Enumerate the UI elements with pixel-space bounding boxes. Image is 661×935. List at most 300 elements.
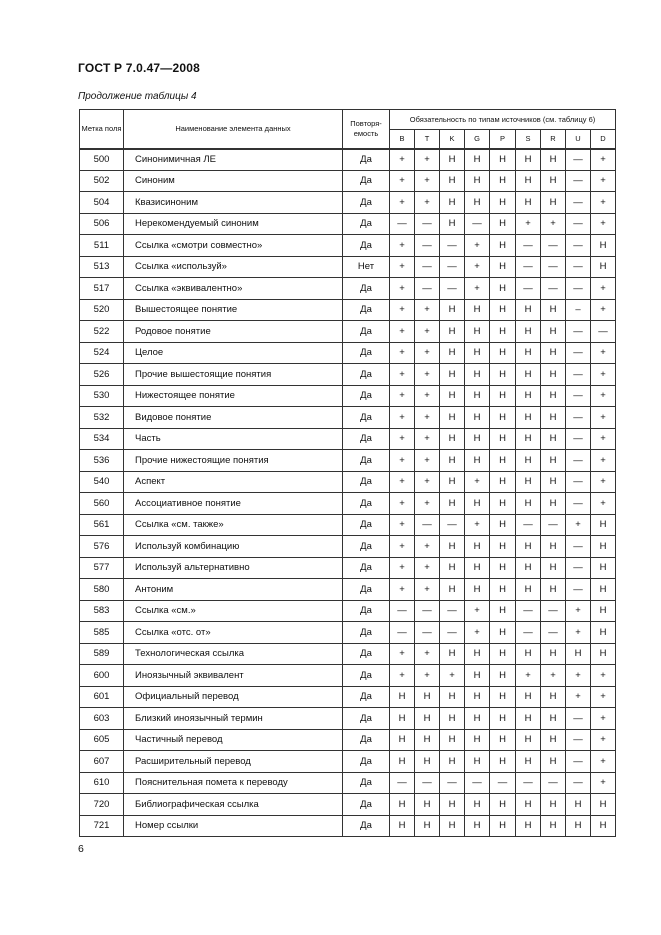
obligation-cell: Н — [465, 665, 490, 687]
obligation-cell: Н — [490, 686, 516, 708]
obligation-cell: Н — [541, 407, 566, 429]
obligation-cell: + — [591, 471, 616, 493]
field-tag-cell: 589 — [80, 643, 124, 665]
obligation-cell: — — [541, 622, 566, 644]
obligation-cell: + — [415, 643, 440, 665]
obligation-cell: + — [465, 256, 490, 278]
obligation-cell: Н — [465, 192, 490, 214]
field-tag-cell: 585 — [80, 622, 124, 644]
obligation-cell: — — [465, 772, 490, 794]
obligation-cell: — — [566, 149, 591, 171]
repeatability-cell: Да — [343, 622, 390, 644]
obligation-cell: — — [440, 256, 465, 278]
repeatability-cell: Да — [343, 600, 390, 622]
header-source-type: B — [390, 130, 415, 149]
obligation-cell: Н — [490, 428, 516, 450]
obligation-cell: + — [390, 643, 415, 665]
obligation-cell: Н — [490, 665, 516, 687]
obligation-cell: Н — [566, 794, 591, 816]
obligation-cell: Н — [440, 729, 465, 751]
table-row — [80, 729, 616, 751]
obligation-cell: Н — [516, 557, 541, 579]
obligation-cell: Н — [390, 794, 415, 816]
obligation-cell: — — [566, 772, 591, 794]
obligation-cell: Н — [490, 622, 516, 644]
header-name: Наименование элемента данных — [124, 110, 343, 149]
obligation-cell: Н — [440, 450, 465, 472]
obligation-cell: + — [390, 321, 415, 343]
obligation-cell: – — [566, 299, 591, 321]
repeatability-cell: Да — [343, 772, 390, 794]
obligation-cell: — — [541, 772, 566, 794]
field-tag-cell: 534 — [80, 428, 124, 450]
obligation-cell: Н — [516, 321, 541, 343]
obligation-cell: — — [516, 278, 541, 300]
repeatability-cell: Да — [343, 278, 390, 300]
header-repeatability: Повторя-емость — [343, 110, 390, 149]
obligation-cell: + — [415, 665, 440, 687]
obligation-cell: Н — [490, 192, 516, 214]
obligation-cell: + — [591, 170, 616, 192]
obligation-cell: + — [566, 686, 591, 708]
obligation-cell: — — [591, 321, 616, 343]
obligation-cell: Н — [415, 751, 440, 773]
obligation-cell: + — [465, 514, 490, 536]
obligation-cell: Н — [440, 213, 465, 235]
obligation-cell: Н — [440, 364, 465, 386]
table-row — [80, 751, 616, 773]
obligation-cell: + — [390, 256, 415, 278]
obligation-cell: + — [390, 407, 415, 429]
obligation-cell: + — [390, 493, 415, 515]
obligation-cell: + — [415, 192, 440, 214]
obligation-cell: + — [541, 665, 566, 687]
obligation-cell: — — [566, 321, 591, 343]
repeatability-cell: Да — [343, 235, 390, 257]
field-tag-cell: 601 — [80, 686, 124, 708]
obligation-cell: + — [591, 428, 616, 450]
obligation-cell: Н — [440, 299, 465, 321]
obligation-cell: Н — [415, 794, 440, 816]
obligation-cell: Н — [516, 708, 541, 730]
obligation-cell: + — [390, 364, 415, 386]
obligation-cell: Н — [516, 407, 541, 429]
table-continuation-caption: Продолжение таблицы 4 — [78, 91, 197, 102]
obligation-cell: Н — [465, 428, 490, 450]
obligation-cell: Н — [516, 192, 541, 214]
obligation-cell: + — [516, 213, 541, 235]
obligation-cell: Н — [465, 643, 490, 665]
obligation-cell: — — [390, 622, 415, 644]
obligation-cell: — — [566, 407, 591, 429]
field-tag-cell: 524 — [80, 342, 124, 364]
element-name-cell: Близкий иноязычный термин — [124, 708, 343, 730]
obligation-cell: Н — [516, 471, 541, 493]
element-name-cell: Ссылка «см.» — [124, 600, 343, 622]
table-row — [80, 385, 616, 407]
field-tag-cell: 561 — [80, 514, 124, 536]
table-row — [80, 622, 616, 644]
obligation-cell: + — [415, 493, 440, 515]
table-row — [80, 579, 616, 601]
obligation-cell: Н — [490, 213, 516, 235]
obligation-cell: Н — [490, 342, 516, 364]
obligation-cell: Н — [591, 643, 616, 665]
table-row — [80, 450, 616, 472]
repeatability-cell: Да — [343, 708, 390, 730]
table-row — [80, 643, 616, 665]
obligation-cell: Н — [516, 493, 541, 515]
obligation-cell: Н — [541, 751, 566, 773]
obligation-cell: Н — [541, 493, 566, 515]
field-tag-cell: 720 — [80, 794, 124, 816]
repeatability-cell: Да — [343, 450, 390, 472]
element-name-cell: Используй комбинацию — [124, 536, 343, 558]
obligation-cell: Н — [591, 579, 616, 601]
obligation-cell: — — [440, 514, 465, 536]
obligation-cell: — — [541, 514, 566, 536]
obligation-cell: Н — [591, 536, 616, 558]
obligation-cell: Н — [516, 170, 541, 192]
obligation-cell: + — [465, 471, 490, 493]
repeatability-cell: Да — [343, 579, 390, 601]
repeatability-cell: Да — [343, 299, 390, 321]
obligation-cell: + — [415, 579, 440, 601]
table-row — [80, 686, 616, 708]
table-row — [80, 299, 616, 321]
obligation-cell: + — [390, 450, 415, 472]
obligation-cell: — — [440, 278, 465, 300]
obligation-cell: — — [566, 450, 591, 472]
obligation-cell: Н — [440, 536, 465, 558]
field-tag-cell: 607 — [80, 751, 124, 773]
element-name-cell: Ассоциативное понятие — [124, 493, 343, 515]
element-name-cell: Аспект — [124, 471, 343, 493]
obligation-cell: + — [390, 299, 415, 321]
obligation-cell: Н — [490, 407, 516, 429]
obligation-cell: Н — [541, 536, 566, 558]
obligation-cell: + — [591, 751, 616, 773]
element-name-cell: Целое — [124, 342, 343, 364]
obligation-cell: Н — [541, 579, 566, 601]
obligation-cell: Н — [541, 557, 566, 579]
obligation-cell: + — [390, 278, 415, 300]
obligation-cell: — — [541, 235, 566, 257]
obligation-cell: + — [390, 665, 415, 687]
obligation-cell: — — [566, 536, 591, 558]
obligation-cell: Н — [541, 815, 566, 837]
table-row — [80, 514, 616, 536]
obligation-cell: + — [415, 407, 440, 429]
repeatability-cell: Да — [343, 170, 390, 192]
obligation-cell: + — [390, 579, 415, 601]
obligation-cell: Н — [415, 729, 440, 751]
header-source-type: T — [415, 130, 440, 149]
obligation-cell: + — [415, 299, 440, 321]
obligation-cell: Н — [465, 321, 490, 343]
obligation-cell: Н — [490, 493, 516, 515]
obligation-cell: Н — [440, 815, 465, 837]
repeatability-cell: Да — [343, 471, 390, 493]
table-row — [80, 794, 616, 816]
repeatability-cell: Да — [343, 364, 390, 386]
obligation-cell: Н — [440, 385, 465, 407]
repeatability-cell: Да — [343, 493, 390, 515]
obligation-cell: Н — [516, 364, 541, 386]
obligation-cell: Н — [591, 815, 616, 837]
obligation-cell: — — [566, 729, 591, 751]
field-tag-cell: 530 — [80, 385, 124, 407]
obligation-cell: Н — [490, 751, 516, 773]
obligation-cell: — — [566, 708, 591, 730]
obligation-cell: Н — [440, 471, 465, 493]
obligation-cell: + — [591, 342, 616, 364]
element-name-cell: Синоним — [124, 170, 343, 192]
field-tag-cell: 532 — [80, 407, 124, 429]
obligation-cell: Н — [490, 794, 516, 816]
obligation-cell: Н — [440, 686, 465, 708]
obligation-cell: — — [440, 622, 465, 644]
table-row — [80, 278, 616, 300]
obligation-cell: — — [566, 235, 591, 257]
obligation-cell: Н — [465, 385, 490, 407]
obligation-cell: + — [415, 450, 440, 472]
obligation-cell: Н — [541, 299, 566, 321]
obligation-cell: + — [390, 385, 415, 407]
obligation-cell: Н — [516, 751, 541, 773]
obligation-cell: Н — [440, 579, 465, 601]
header-obligation: Обязательность по типам источников (см. таблицу 6) — [390, 110, 616, 130]
obligation-cell: Н — [490, 600, 516, 622]
repeatability-cell: Нет — [343, 256, 390, 278]
obligation-cell: Н — [440, 192, 465, 214]
obligation-cell: Н — [440, 557, 465, 579]
repeatability-cell: Да — [343, 686, 390, 708]
obligation-cell: Н — [516, 815, 541, 837]
page-number: 6 — [78, 843, 84, 855]
repeatability-cell: Да — [343, 428, 390, 450]
obligation-cell: — — [440, 772, 465, 794]
obligation-cell: Н — [566, 643, 591, 665]
obligation-cell: Н — [541, 450, 566, 472]
obligation-cell: Н — [415, 708, 440, 730]
element-name-cell: Вышестоящее понятие — [124, 299, 343, 321]
obligation-cell: Н — [516, 149, 541, 171]
obligation-cell: + — [591, 192, 616, 214]
obligation-cell: Н — [440, 170, 465, 192]
obligation-cell: Н — [516, 579, 541, 601]
table-row — [80, 471, 616, 493]
field-tag-cell: 522 — [80, 321, 124, 343]
obligation-cell: — — [566, 170, 591, 192]
field-tag-cell: 600 — [80, 665, 124, 687]
obligation-cell: + — [591, 686, 616, 708]
field-tag-cell: 605 — [80, 729, 124, 751]
obligation-cell: Н — [490, 364, 516, 386]
header-tag: Метка поля — [80, 110, 124, 149]
field-tag-cell: 536 — [80, 450, 124, 472]
repeatability-cell: Да — [343, 149, 390, 171]
element-name-cell: Прочие вышестоящие понятия — [124, 364, 343, 386]
obligation-cell: Н — [440, 493, 465, 515]
obligation-cell: + — [591, 708, 616, 730]
obligation-cell: + — [415, 471, 440, 493]
obligation-cell: — — [415, 622, 440, 644]
obligation-cell: — — [415, 256, 440, 278]
obligation-cell: Н — [465, 729, 490, 751]
obligation-cell: + — [516, 665, 541, 687]
obligation-cell: — — [516, 235, 541, 257]
obligation-cell: Н — [465, 579, 490, 601]
element-name-cell: Нижестоящее понятие — [124, 385, 343, 407]
table-row — [80, 407, 616, 429]
obligation-cell: Н — [440, 407, 465, 429]
obligation-cell: Н — [490, 514, 516, 536]
obligation-cell: Н — [490, 299, 516, 321]
obligation-cell: Н — [390, 686, 415, 708]
table-row — [80, 213, 616, 235]
obligation-cell: Н — [390, 708, 415, 730]
obligation-cell: Н — [490, 815, 516, 837]
obligation-cell: Н — [516, 643, 541, 665]
obligation-cell: Н — [490, 643, 516, 665]
obligation-cell: Н — [465, 407, 490, 429]
repeatability-cell: Да — [343, 342, 390, 364]
obligation-cell: — — [566, 579, 591, 601]
obligation-cell: + — [390, 428, 415, 450]
repeatability-cell: Да — [343, 643, 390, 665]
obligation-cell: + — [415, 428, 440, 450]
obligation-cell: Н — [440, 321, 465, 343]
obligation-cell: + — [566, 514, 591, 536]
obligation-cell: Н — [390, 729, 415, 751]
field-tag-cell: 526 — [80, 364, 124, 386]
repeatability-cell: Да — [343, 665, 390, 687]
element-name-cell: Пояснительная помета к переводу — [124, 772, 343, 794]
obligation-cell: Н — [591, 256, 616, 278]
header-source-type: K — [440, 130, 465, 149]
obligation-cell: + — [415, 557, 440, 579]
header-source-type: R — [541, 130, 566, 149]
obligation-cell: Н — [490, 729, 516, 751]
repeatability-cell: Да — [343, 557, 390, 579]
obligation-cell: Н — [465, 751, 490, 773]
obligation-cell: + — [591, 385, 616, 407]
element-name-cell: Квазисиноним — [124, 192, 343, 214]
obligation-cell: — — [566, 751, 591, 773]
obligation-cell: + — [591, 772, 616, 794]
element-name-cell: Иноязычный эквивалент — [124, 665, 343, 687]
obligation-cell: — — [516, 256, 541, 278]
obligation-cell: Н — [490, 471, 516, 493]
field-tag-cell: 577 — [80, 557, 124, 579]
obligation-cell: + — [591, 493, 616, 515]
element-name-cell: Ссылка «см. также» — [124, 514, 343, 536]
element-name-cell: Частичный перевод — [124, 729, 343, 751]
obligation-cell: Н — [541, 643, 566, 665]
element-name-cell: Официальный перевод — [124, 686, 343, 708]
obligation-cell: + — [390, 514, 415, 536]
table-row — [80, 170, 616, 192]
obligation-cell: + — [591, 665, 616, 687]
obligation-cell: Н — [516, 450, 541, 472]
repeatability-cell: Да — [343, 321, 390, 343]
obligation-cell: Н — [490, 450, 516, 472]
table-row — [80, 321, 616, 343]
element-name-cell: Родовое понятие — [124, 321, 343, 343]
obligation-cell: Н — [516, 385, 541, 407]
obligation-cell: Н — [440, 428, 465, 450]
obligation-cell: + — [440, 665, 465, 687]
repeatability-cell: Да — [343, 213, 390, 235]
obligation-cell: + — [465, 622, 490, 644]
obligation-cell: — — [566, 557, 591, 579]
obligation-cell: Н — [591, 794, 616, 816]
obligation-cell: + — [465, 600, 490, 622]
obligation-cell: Н — [490, 170, 516, 192]
field-tag-cell: 540 — [80, 471, 124, 493]
obligation-cell: + — [591, 364, 616, 386]
obligation-cell: Н — [541, 192, 566, 214]
obligation-cell: — — [541, 256, 566, 278]
obligation-cell: Н — [516, 729, 541, 751]
obligation-cell: Н — [390, 751, 415, 773]
obligation-cell: Н — [591, 514, 616, 536]
obligation-cell: Н — [465, 299, 490, 321]
obligation-cell: Н — [516, 299, 541, 321]
obligation-cell: Н — [516, 686, 541, 708]
header-source-type: P — [490, 130, 516, 149]
obligation-cell: Н — [440, 342, 465, 364]
obligation-cell: Н — [415, 815, 440, 837]
obligation-cell: + — [415, 149, 440, 171]
obligation-cell: Н — [541, 342, 566, 364]
repeatability-cell: Да — [343, 729, 390, 751]
obligation-cell: — — [390, 600, 415, 622]
obligation-cell: + — [591, 407, 616, 429]
table-row — [80, 708, 616, 730]
field-tag-cell: 500 — [80, 149, 124, 171]
obligation-cell: + — [566, 665, 591, 687]
obligation-cell: Н — [465, 815, 490, 837]
obligation-cell: Н — [465, 557, 490, 579]
header-source-type: G — [465, 130, 490, 149]
field-tag-cell: 502 — [80, 170, 124, 192]
obligation-cell: Н — [440, 794, 465, 816]
element-name-cell: Синонимичная ЛЕ — [124, 149, 343, 171]
obligation-cell: Н — [541, 686, 566, 708]
table-row — [80, 815, 616, 837]
obligation-cell: + — [591, 149, 616, 171]
repeatability-cell: Да — [343, 514, 390, 536]
obligation-cell: Н — [541, 385, 566, 407]
obligation-cell: Н — [440, 751, 465, 773]
obligation-cell: + — [390, 536, 415, 558]
field-tag-cell: 580 — [80, 579, 124, 601]
element-name-cell: Ссылка «смотри совместно» — [124, 235, 343, 257]
obligation-cell: Н — [516, 794, 541, 816]
obligation-cell: + — [390, 192, 415, 214]
element-name-cell: Ссылка «эквивалентно» — [124, 278, 343, 300]
table-row — [80, 192, 616, 214]
obligation-cell: + — [390, 342, 415, 364]
obligation-cell: — — [566, 471, 591, 493]
table-row — [80, 557, 616, 579]
header-source-type: D — [591, 130, 616, 149]
repeatability-cell: Да — [343, 751, 390, 773]
obligation-cell: Н — [440, 643, 465, 665]
table-row — [80, 235, 616, 257]
